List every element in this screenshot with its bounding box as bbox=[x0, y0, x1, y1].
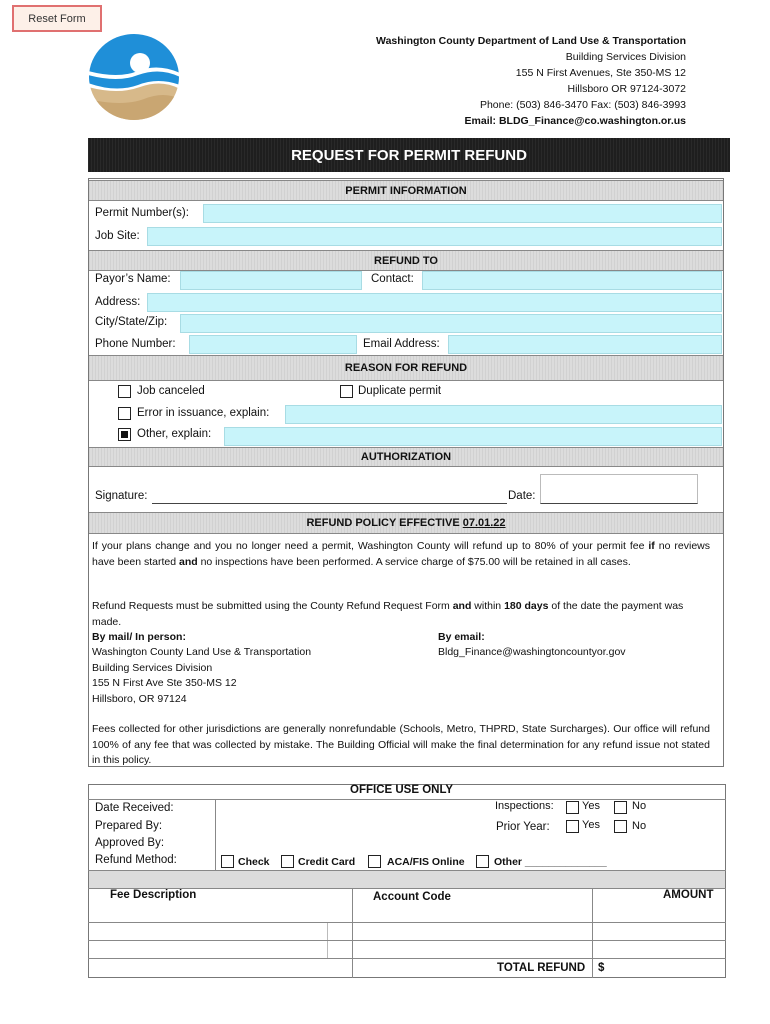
permit-info-heading: PERMIT INFORMATION bbox=[89, 180, 723, 201]
account-code-header: Account Code bbox=[373, 891, 451, 903]
permit-numbers-label: Permit Number(s): bbox=[95, 207, 189, 219]
job-site-field[interactable] bbox=[147, 227, 722, 246]
office-use-heading: OFFICE USE ONLY bbox=[350, 784, 454, 796]
error-explain-field[interactable] bbox=[285, 405, 722, 424]
page-title: REQUEST FOR PERMIT REFUND bbox=[88, 138, 730, 172]
method-other-label: Other ______________ bbox=[494, 856, 607, 868]
phone-number-field[interactable] bbox=[189, 335, 357, 354]
fee-row-line-2 bbox=[88, 940, 726, 941]
department-name: Washington County Department of Land Use & Transportation bbox=[376, 35, 686, 47]
office-vdivider bbox=[215, 799, 216, 870]
header-address bbox=[376, 33, 686, 129]
prior-year-no-label: No bbox=[632, 820, 647, 832]
prepared-by-label: Prepared By: bbox=[95, 820, 163, 832]
policy-heading-prefix: REFUND POLICY EFFECTIVE bbox=[306, 517, 460, 529]
phone-fax: Phone: (503) 846-3470 Fax: (503) 846-3993 bbox=[479, 99, 686, 111]
policy-p1-text-c: no inspections have been performed. A service charge of $75.00 will be retained in all cases. bbox=[200, 555, 631, 568]
payor-name-label: Payor’s Name: bbox=[95, 273, 171, 285]
policy-effective-date: 07.01.22 bbox=[462, 517, 506, 529]
email-address-label: Email Address: bbox=[363, 338, 440, 350]
mail-label: By mail/ In person: bbox=[92, 631, 186, 643]
division-name: Building Services Division bbox=[565, 51, 686, 63]
prior-year-yes-checkbox[interactable] bbox=[566, 820, 579, 833]
email-address-field[interactable] bbox=[448, 335, 722, 354]
inspections-label: Inspections: bbox=[495, 800, 554, 812]
address-label: Address: bbox=[95, 296, 141, 308]
method-aca-checkbox[interactable] bbox=[368, 855, 381, 868]
fee-row-line-1 bbox=[88, 922, 726, 923]
method-check-checkbox[interactable] bbox=[221, 855, 234, 868]
auth-date-field[interactable] bbox=[540, 474, 698, 504]
duplicate-permit-label: Duplicate permit bbox=[358, 385, 442, 397]
method-credit-card-label: Credit Card bbox=[298, 856, 356, 868]
address-field[interactable] bbox=[147, 293, 722, 312]
amount-header: AMOUNT bbox=[663, 889, 714, 901]
method-credit-card-checkbox[interactable] bbox=[281, 855, 294, 868]
county-logo bbox=[88, 33, 180, 121]
office-divider bbox=[88, 799, 726, 800]
inspections-yes-label: Yes bbox=[582, 800, 600, 812]
email-by-label: By email: bbox=[438, 631, 485, 643]
reset-form-button[interactable]: Reset Form bbox=[12, 5, 102, 32]
prior-year-label: Prior Year: bbox=[496, 821, 550, 833]
prior-year-no-checkbox[interactable] bbox=[614, 820, 627, 833]
city-state-zip-label: City/State/Zip: bbox=[95, 316, 168, 328]
error-issuance-checkbox[interactable] bbox=[118, 407, 131, 420]
signature-label: Signature: bbox=[95, 490, 148, 502]
job-site-label: Job Site: bbox=[95, 230, 140, 242]
city-state-zip-field[interactable] bbox=[180, 314, 722, 333]
other-explain-field[interactable] bbox=[224, 427, 722, 446]
header-email: Email: BLDG_Finance@co.washington.or.us bbox=[464, 115, 686, 127]
policy-p2-text-b: within bbox=[474, 600, 502, 612]
payor-name-field[interactable] bbox=[180, 271, 362, 290]
refund-method-label: Refund Method: bbox=[95, 854, 177, 866]
contact-field[interactable] bbox=[422, 271, 722, 290]
policy-p1-if: if bbox=[648, 540, 655, 552]
total-refund-label: TOTAL REFUND bbox=[497, 962, 586, 974]
fee-col-divider-1 bbox=[352, 888, 353, 978]
fee-row-line-3 bbox=[88, 958, 726, 959]
approved-by-label: Approved By: bbox=[95, 837, 165, 849]
policy-p1-and: and bbox=[178, 555, 198, 568]
date-label: Date: bbox=[508, 490, 536, 502]
inspections-no-label: No bbox=[632, 800, 647, 812]
job-canceled-label: Job canceled bbox=[137, 385, 205, 397]
policy-p2-days: 180 days bbox=[504, 600, 549, 612]
authorization-heading: AUTHORIZATION bbox=[89, 447, 723, 467]
inspections-no-checkbox[interactable] bbox=[614, 801, 627, 814]
method-check-label: Check bbox=[238, 856, 270, 868]
policy-p1-text-a: If your plans change and you no longer need a permit, Washington County will refund up to 80% of your permit fee bbox=[92, 540, 645, 552]
signature-line[interactable] bbox=[152, 488, 507, 504]
policy-paragraph-3: Fees collected for other jurisdictions are generally nonrefundable (Schools, Metro, THPRD, State Surcharges). Our office will refund 100% of any fee that was collected by mistake. The Building Official will make the final determination for any refund issue not stated in this policy. bbox=[92, 723, 710, 766]
duplicate-permit-checkbox[interactable] bbox=[340, 385, 353, 398]
fee-description-header: Fee Description bbox=[110, 889, 197, 901]
city-address: Hillsboro OR 97124-3072 bbox=[567, 83, 686, 95]
policy-paragraph-1 bbox=[92, 539, 710, 570]
method-aca-label: ACA/FIS Online bbox=[387, 856, 465, 868]
prior-year-yes-label: Yes bbox=[582, 819, 600, 831]
policy-p2-text-c: of the date the payment was made. bbox=[92, 600, 684, 628]
policy-p2-text-a: Refund Requests must be submitted using the County Refund Request Form bbox=[92, 600, 450, 612]
mail-line-4: Hillsboro, OR 97124 bbox=[92, 692, 187, 705]
policy-heading bbox=[89, 512, 723, 534]
policy-p1-text-b: no reviews have been started bbox=[92, 540, 710, 568]
policy-p2-and: and bbox=[452, 600, 472, 612]
method-other-checkbox[interactable] bbox=[476, 855, 489, 868]
other-reason-checkbox[interactable] bbox=[118, 428, 131, 441]
inspections-yes-checkbox[interactable] bbox=[566, 801, 579, 814]
job-canceled-checkbox[interactable] bbox=[118, 385, 131, 398]
mail-line-3: 155 N First Ave Ste 350-MS 12 bbox=[92, 677, 237, 689]
policy-paragraph-2 bbox=[92, 599, 710, 630]
fees-gray-band bbox=[89, 871, 725, 888]
reason-heading: REASON FOR REFUND bbox=[89, 355, 723, 381]
refund-to-heading: REFUND TO bbox=[89, 250, 723, 271]
mail-line-2: Building Services Division bbox=[92, 661, 213, 674]
other-reason-label: Other, explain: bbox=[137, 428, 212, 440]
contact-label: Contact: bbox=[371, 273, 414, 285]
date-received-label: Date Received: bbox=[95, 802, 174, 814]
mail-address bbox=[92, 645, 392, 707]
total-refund-currency: $ bbox=[598, 962, 605, 974]
fee-col-divider-2 bbox=[592, 888, 593, 978]
email-address-link[interactable]: Bldg_Finance@washingtoncountyor.gov bbox=[438, 646, 626, 658]
mail-line-1: Washington County Land Use & Transportation bbox=[92, 646, 312, 658]
error-issuance-label: Error in issuance, explain: bbox=[137, 407, 270, 419]
street-address: 155 N First Avenues, Ste 350-MS 12 bbox=[515, 67, 686, 79]
phone-number-label: Phone Number: bbox=[95, 338, 176, 350]
permit-numbers-field[interactable] bbox=[203, 204, 722, 223]
